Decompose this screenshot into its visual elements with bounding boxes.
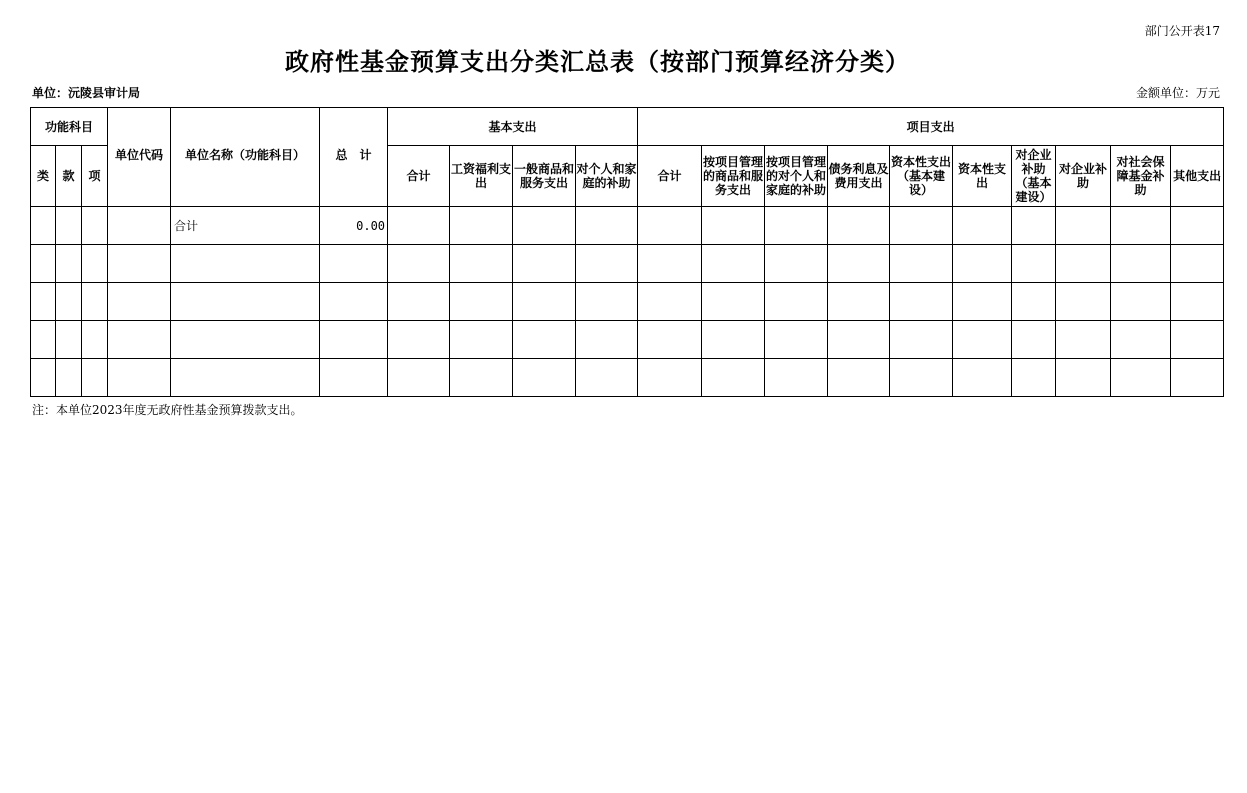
header-basic-col: 合计 bbox=[388, 146, 450, 207]
footnote: 注：本单位2023年度无政府性基金预算拨款支出。 bbox=[32, 403, 303, 417]
header-total: 总 计 bbox=[320, 108, 388, 207]
header-basic-expenditure: 基本支出 bbox=[388, 108, 638, 146]
header-project-col: 对企业补助 bbox=[1056, 146, 1111, 207]
row-total bbox=[320, 245, 388, 283]
page-title: 政府性基金预算支出分类汇总表（按部门预算经济分类） bbox=[285, 47, 910, 76]
header-unit-code: 单位代码 bbox=[108, 108, 171, 207]
header-xiang: 项 bbox=[82, 146, 108, 207]
header-basic-col: 一般商品和服务支出 bbox=[513, 146, 576, 207]
row-total: 0.00 bbox=[320, 207, 388, 245]
table-row bbox=[31, 283, 1224, 321]
table-row bbox=[31, 359, 1224, 397]
header-project-col: 按项目管理的商品和服务支出 bbox=[702, 146, 765, 207]
header-project-col: 债务利息及费用支出 bbox=[828, 146, 890, 207]
table-row bbox=[31, 245, 1224, 283]
header-project-col: 按项目管理的对个人和家庭的补助 bbox=[765, 146, 828, 207]
header-project-expenditure: 项目支出 bbox=[638, 108, 1224, 146]
header-func-subject: 功能科目 bbox=[31, 108, 108, 146]
header-lei: 类 bbox=[31, 146, 56, 207]
row-name bbox=[171, 283, 320, 321]
amount-unit-label: 金额单位：万元 bbox=[1135, 86, 1220, 100]
header-project-col: 对企业补助（基本建设） bbox=[1012, 146, 1056, 207]
unit-label: 单位：沅陵县审计局 bbox=[32, 86, 141, 100]
header-project-col: 资本性支出 bbox=[953, 146, 1012, 207]
row-name: 合计 bbox=[171, 207, 320, 245]
row-total bbox=[320, 283, 388, 321]
header-project-col: 其他支出 bbox=[1171, 146, 1224, 207]
table-row bbox=[31, 321, 1224, 359]
header-kuan: 款 bbox=[56, 146, 82, 207]
header-project-col: 资本性支出（基本建设） bbox=[890, 146, 953, 207]
table-row bbox=[31, 207, 1224, 245]
header-basic-col: 对个人和家庭的补助 bbox=[576, 146, 638, 207]
row-name bbox=[171, 359, 320, 397]
form-number: 部门公开表17 bbox=[1144, 24, 1220, 38]
row-total bbox=[320, 359, 388, 397]
header-project-col: 合计 bbox=[638, 146, 702, 207]
header-basic-col: 工资福利支出 bbox=[450, 146, 513, 207]
budget-table bbox=[30, 107, 1224, 397]
header-project-col: 对社会保障基金补助 bbox=[1111, 146, 1171, 207]
row-name bbox=[171, 245, 320, 283]
row-total bbox=[320, 321, 388, 359]
row-name bbox=[171, 321, 320, 359]
header-unit-name: 单位名称（功能科目） bbox=[171, 108, 320, 207]
